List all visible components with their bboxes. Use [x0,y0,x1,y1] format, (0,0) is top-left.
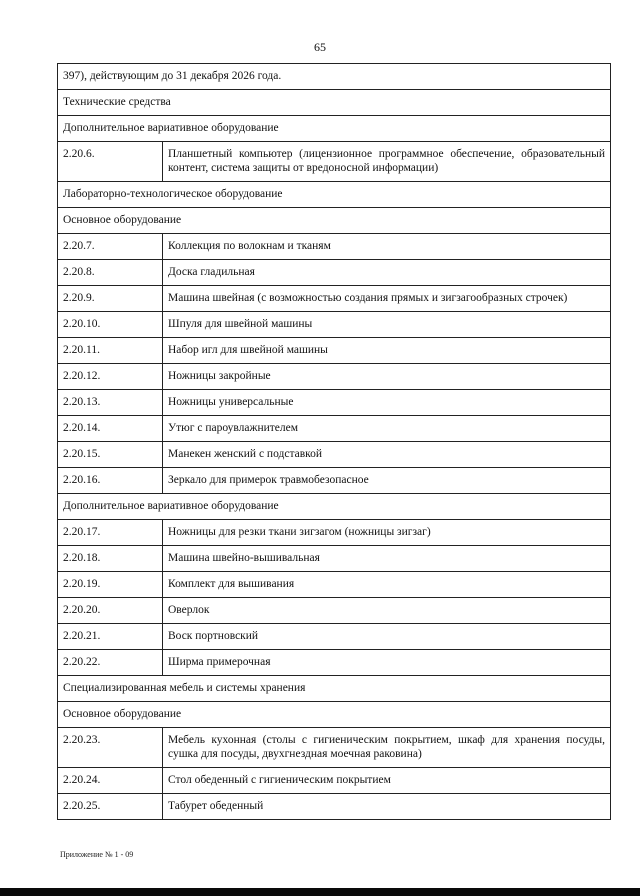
item-name: Манекен женский с подставкой [163,442,611,468]
item-name: Мебель кухонная (столы с гигиеническим покрытием, шкаф для хранения посуды, сушка для посуды, двухгнездная моечная раковина) [163,728,611,768]
item-name: Оверлок [163,598,611,624]
table-body [58,64,611,820]
item-code: 2.20.14. [58,416,163,442]
section-heading: 397), действующим до 31 декабря 2026 года. [58,64,611,90]
table-row [58,598,611,624]
table-row [58,572,611,598]
table-row [58,364,611,390]
item-code: 2.20.25. [58,794,163,820]
item-code: 2.20.21. [58,624,163,650]
item-name: Шпуля для швейной машины [163,312,611,338]
item-name: Воск портновский [163,624,611,650]
table-row [58,728,611,768]
table-row [58,468,611,494]
table-row [58,286,611,312]
item-code: 2.20.8. [58,260,163,286]
section-heading: Специализированная мебель и системы хранения [58,676,611,702]
item-code: 2.20.12. [58,364,163,390]
section-row [58,494,611,520]
item-code: 2.20.17. [58,520,163,546]
table-row [58,234,611,260]
section-row [58,116,611,142]
table-row [58,260,611,286]
item-name: Комплект для вышивания [163,572,611,598]
table-row [58,520,611,546]
table-row [58,442,611,468]
item-name: Утюг с пароувлажнителем [163,416,611,442]
item-name: Стол обеденный с гигиеническим покрытием [163,768,611,794]
section-heading: Основное оборудование [58,702,611,728]
item-name: Коллекция по волокнам и тканям [163,234,611,260]
table-row [58,546,611,572]
section-heading: Дополнительное вариативное оборудование [58,494,611,520]
item-code: 2.20.23. [58,728,163,768]
section-heading: Технические средства [58,90,611,116]
item-code: 2.20.24. [58,768,163,794]
item-name: Ножницы универсальные [163,390,611,416]
page-number: 65 [314,40,326,54]
item-name: Табурет обеденный [163,794,611,820]
equipment-table [57,63,611,820]
item-code: 2.20.9. [58,286,163,312]
item-code: 2.20.20. [58,598,163,624]
item-name: Планшетный компьютер (лицензионное программное обеспечение, образовательный контент, система защиты от вредоносной информации) [163,142,611,182]
section-heading: Дополнительное вариативное оборудование [58,116,611,142]
item-code: 2.20.6. [58,142,163,182]
item-name: Доска гладильная [163,260,611,286]
table-row [58,416,611,442]
section-row [58,702,611,728]
table-row [58,390,611,416]
item-name: Ширма примерочная [163,650,611,676]
scan-bottom-edge [0,888,640,896]
item-code: 2.20.18. [58,546,163,572]
footer-text: Приложение № 1 - 09 [60,850,134,859]
item-name: Машина швейно-вышивальная [163,546,611,572]
item-code: 2.20.22. [58,650,163,676]
table-row [58,794,611,820]
table-row [58,338,611,364]
table-row [58,142,611,182]
item-name: Ножницы закройные [163,364,611,390]
table-row [58,312,611,338]
item-code: 2.20.11. [58,338,163,364]
section-row [58,64,611,90]
section-heading: Основное оборудование [58,208,611,234]
item-code: 2.20.10. [58,312,163,338]
section-row [58,676,611,702]
item-code: 2.20.16. [58,468,163,494]
item-code: 2.20.15. [58,442,163,468]
item-name: Зеркало для примерок травмобезопасное [163,468,611,494]
item-code: 2.20.7. [58,234,163,260]
item-code: 2.20.19. [58,572,163,598]
section-row [58,182,611,208]
section-heading: Лабораторно-технологическое оборудование [58,182,611,208]
item-name: Набор игл для швейной машины [163,338,611,364]
section-row [58,208,611,234]
item-name: Машина швейная (с возможностью создания прямых и зигзагообразных строчек) [163,286,611,312]
table-row [58,650,611,676]
item-name: Ножницы для резки ткани зигзагом (ножницы зигзаг) [163,520,611,546]
section-row [58,90,611,116]
table-row [58,624,611,650]
item-code: 2.20.13. [58,390,163,416]
table-row [58,768,611,794]
